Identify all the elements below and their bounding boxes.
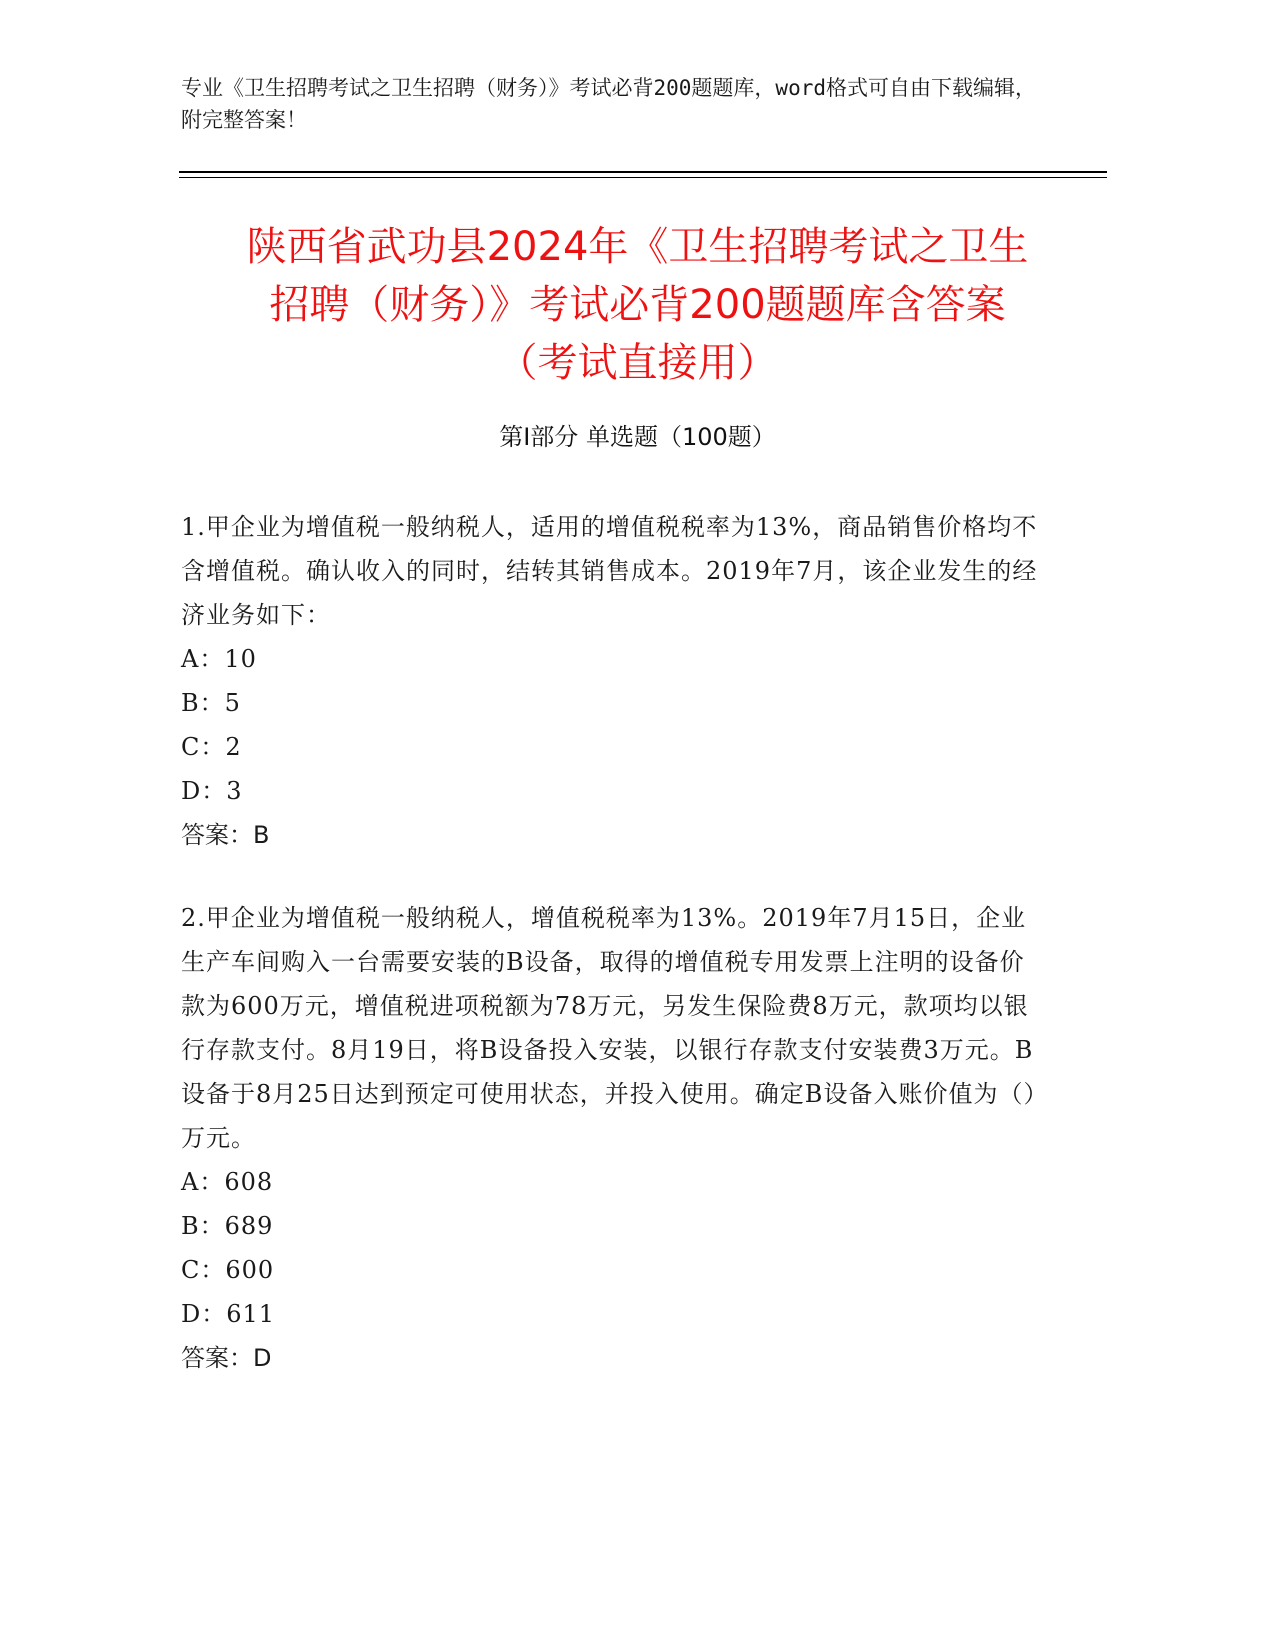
section-heading: 第Ⅰ部分 单选题（100题） [499, 423, 776, 451]
title-line-2: 招聘（财务）》考试必背200题题库含答案 [269, 282, 1006, 328]
question-stem: 1.甲企业为增值税一般纳税人，适用的增值税税率为13%，商品销售价格均不含增值税。确认收入的同时，结转其销售成本。2019年7月，该企业发生的经济业务如下： [181, 513, 1038, 629]
header-rule-thin [179, 177, 1107, 178]
title-line-1: 陕西省武功县2024年《卫生招聘考试之卫生 [246, 224, 1029, 270]
title-line-3: （考试直接用） [497, 340, 778, 386]
header-note: 专业《卫生招聘考试之卫生招聘（财务）》考试必背200题题库，word格式可自由下载编辑，附完整答案！ [181, 76, 1036, 132]
question-1 [181, 505, 1041, 857]
option-d: D：3 [181, 777, 243, 805]
answer: 答案：B [181, 821, 270, 849]
question-2 [181, 896, 1041, 1380]
option-a: A：608 [181, 1168, 274, 1196]
option-b: B：5 [181, 689, 241, 717]
option-d: D：611 [181, 1300, 276, 1328]
document-title [150, 218, 1125, 392]
question-stem: 2.甲企业为增值税一般纳税人，增值税税率为13%。2019年7月15日，企业生产车间购入一台需要安装的B设备，取得的增值税专用发票上注明的设备价款为600万元，增值税进项税额为78万元，另发生保险费8万元，款项均以银行存款支付。8月19日，将B设备投入安装，以银行存款支付安装费3万元。B设备于8月25日达到预定可使用状态，并投入使用。确定B设备入账价值为（）万元。 [181, 904, 1037, 1152]
option-a: A：10 [181, 645, 257, 673]
option-b: B：689 [181, 1212, 274, 1240]
option-c: C：2 [181, 733, 242, 761]
option-c: C：600 [181, 1256, 275, 1284]
answer: 答案：D [181, 1344, 272, 1372]
header-rule-thick [179, 171, 1107, 173]
